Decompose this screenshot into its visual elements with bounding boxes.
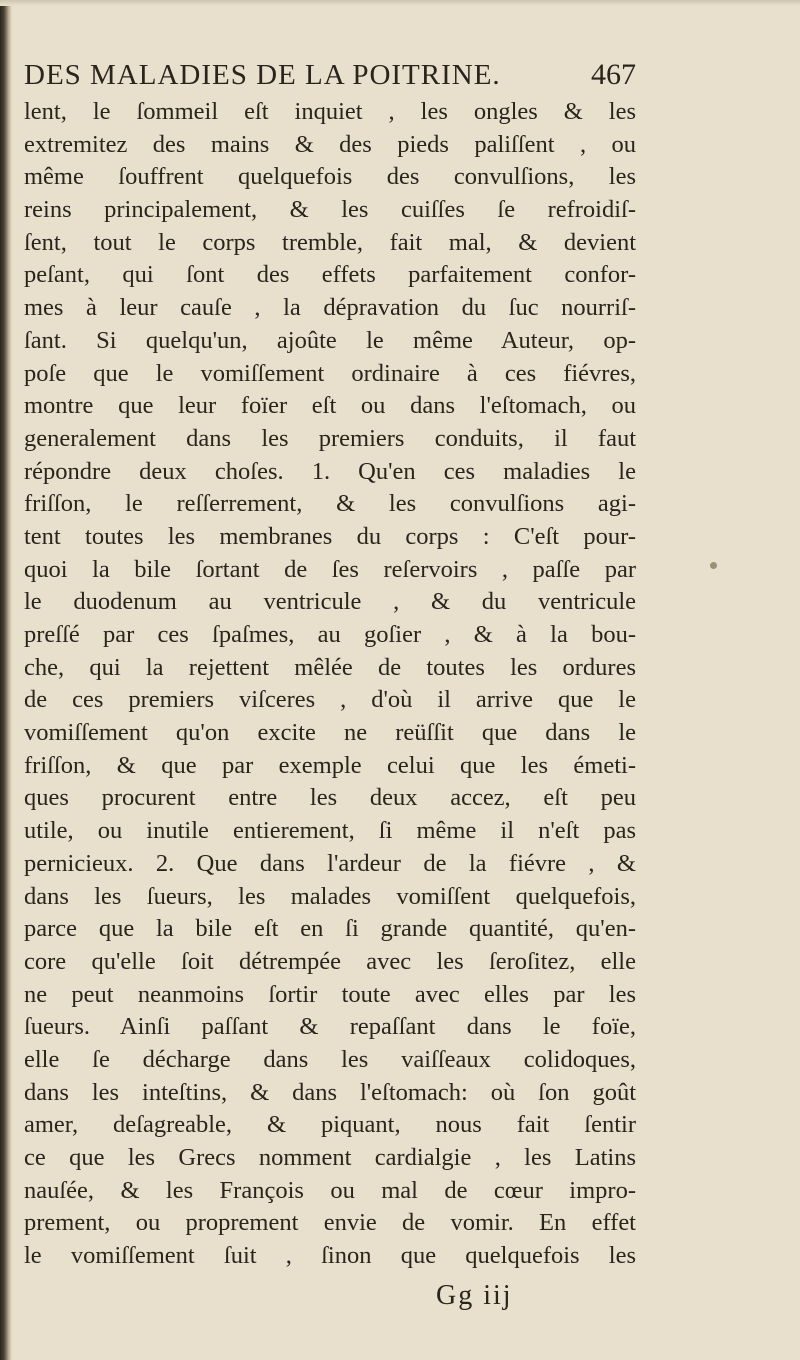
text-line: répondre deux choſes. 1. Qu'en ces maladies le — [24, 457, 636, 485]
book-gutter-edge — [0, 0, 12, 1360]
text-line: de ces premiers viſceres , d'où il arrive que le — [24, 686, 636, 714]
text-line: friſſon, le reſſerrement, & les convulſions agi- — [24, 490, 636, 518]
text-line: ſueurs. Ainſi paſſant & repaſſant dans le foïe, — [24, 1013, 636, 1041]
text-line: friſſon, & que par exemple celui que les émeti- — [24, 751, 636, 779]
text-line: pernicieux. 2. Que dans l'ardeur de la fiévre , & — [24, 849, 636, 877]
paper-spot — [710, 562, 717, 569]
page-number: 467 — [591, 58, 636, 91]
page-top-edge — [0, 0, 800, 6]
text-line: peſant, qui ſont des effets parfaitement confor- — [24, 261, 636, 289]
text-line: ne peut neanmoins ſortir toute avec elles par les — [24, 980, 636, 1008]
text-line: reins principalement, & les cuiſſes ſe refroidiſ- — [24, 196, 636, 224]
text-line: che, qui la rejettent mêlée de toutes les ordures — [24, 653, 636, 681]
running-title: DES MALADIES DE LA POITRINE. — [24, 59, 501, 91]
text-line: generalement dans les premiers conduits, il faut — [24, 424, 636, 452]
text-line: même ſouffrent quelquefois des convulſions, les — [24, 163, 636, 191]
text-line: extremitez des mains & des pieds paliſſent , ou — [24, 130, 636, 158]
text-line: preſſé par ces ſpaſmes, au goſier , & à la bou- — [24, 621, 636, 648]
text-line: lent, le ſommeil eſt inquiet , les ongles & les — [24, 98, 636, 125]
text-line: ſant. Si quelqu'un, ajoûte le même Auteur, op- — [24, 326, 636, 354]
text-line: le vomiſſement ſuit , ſinon que quelquefois les — [24, 1242, 636, 1270]
text-line: ce que les Grecs nomment cardialgie , les Latins — [24, 1144, 636, 1171]
text-line: elle ſe décharge dans les vaiſſeaux colidoques, — [24, 1045, 636, 1073]
text-line: core qu'elle ſoit détrempée avec les ſeroſitez, elle — [24, 947, 636, 975]
text-block — [24, 96, 636, 1273]
running-head — [24, 58, 636, 96]
text-line: nauſée, & les François ou mal de cœur impro- — [24, 1176, 636, 1204]
signature-mark: Gg iij — [436, 1280, 513, 1311]
text-line: ques procurent entre les deux accez, eſt peu — [24, 784, 636, 812]
text-line: utile, ou inutile entierement, ſi même il n'eſt pas — [24, 817, 636, 845]
text-line: poſe que le vomiſſement ordinaire à ces fiévres, — [24, 359, 636, 387]
text-line: parce que la bile eſt en ſi grande quantité, qu'en- — [24, 915, 636, 943]
text-line: montre que leur foïer eſt ou dans l'eſtomach, ou — [24, 392, 636, 420]
text-line: tent toutes les membranes du corps : C'eſt pour- — [24, 522, 636, 550]
page-body — [24, 58, 636, 1273]
text-line: le duodenum au ventricule , & du ventricule — [24, 588, 636, 616]
text-line: quoi la bile ſortant de ſes reſervoirs , paſſe par — [24, 555, 636, 583]
text-line: ſent, tout le corps tremble, fait mal, & devient — [24, 228, 636, 256]
text-line: dans les ſueurs, les malades vomiſſent quelquefois, — [24, 882, 636, 910]
text-line: amer, deſagreable, & piquant, nous fait ſentir — [24, 1111, 636, 1139]
text-line: prement, ou proprement envie de vomir. En effet — [24, 1209, 636, 1237]
text-line: dans les inteſtins, & dans l'eſtomach: où ſon goût — [24, 1078, 636, 1106]
text-line: vomiſſement qu'on excite ne reüſſit que dans le — [24, 719, 636, 747]
text-line: mes à leur cauſe , la dépravation du ſuc nourriſ- — [24, 294, 636, 322]
